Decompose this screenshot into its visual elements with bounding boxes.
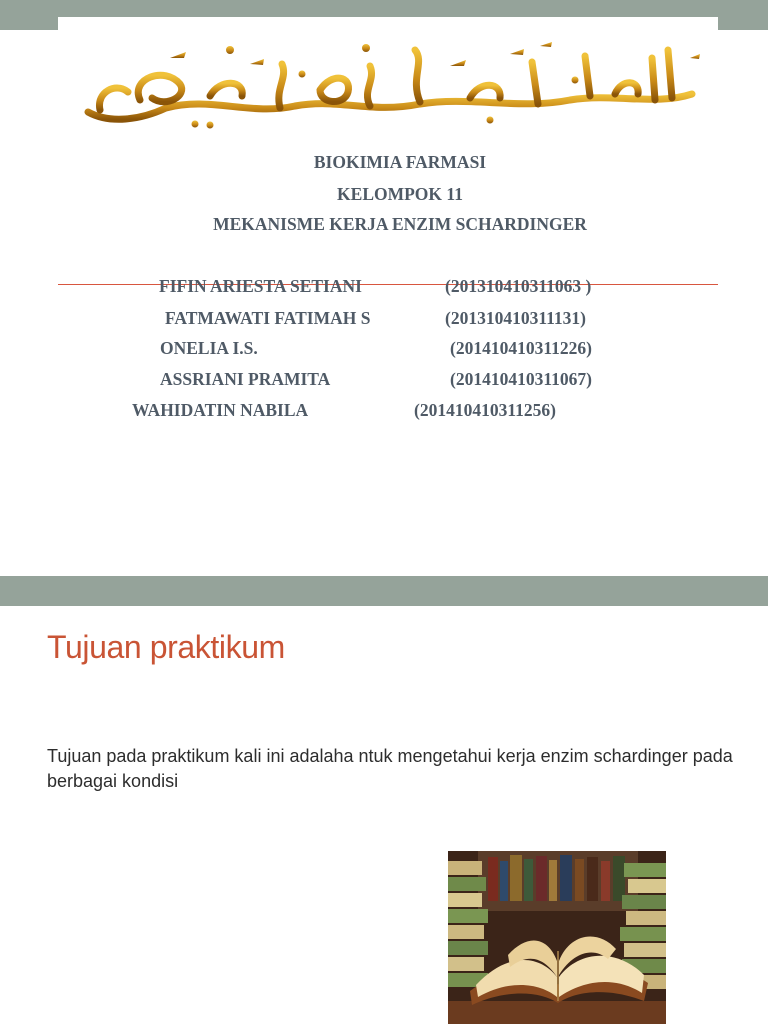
member-id: (201410410311067) [450,369,592,389]
group-number: KELOMPOK 11 [337,184,463,204]
member-id: (201410410311256) [414,400,556,420]
member-id: (201310410311063 ) [445,276,592,296]
objective-slide [0,576,768,1024]
top-band [0,576,768,606]
member-id: (201410410311226) [450,338,592,358]
member-name: FATMAWATI FATIMAH S [165,308,371,328]
member-name: ASSRIANI PRAMITA [160,369,331,389]
member-id: (201310410311131) [445,308,586,328]
course-title: BIOKIMIA FARMASI [313,152,487,172]
member-name: FIFIN ARIESTA SETIANI [159,276,362,296]
open-book-image [448,851,666,1024]
calligraphy-image [70,28,720,133]
slide-title: Tujuan praktikum [47,629,285,665]
member-name: WAHIDATIN NABILA [132,400,309,420]
topic-title: MEKANISME KERJA ENZIM SCHARDINGER [213,214,587,234]
divider-line [58,284,718,285]
objective-text: Tujuan pada praktikum kali ini adalaha ntuk mengetahui kerja enzim schardinger pada berbagai kondisi [47,746,733,791]
member-name: ONELIA I.S. [160,338,258,358]
